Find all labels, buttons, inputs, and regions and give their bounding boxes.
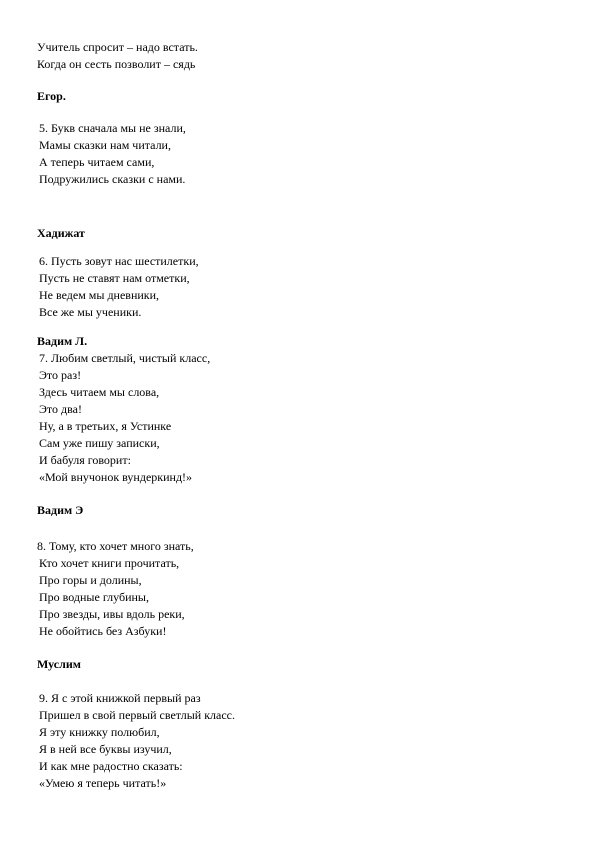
poem-line: Ну, а в третьих, я Устинке: [39, 419, 172, 433]
poem-line: Про водные глубины,: [39, 590, 149, 604]
poem-line: Мамы сказки нам читали,: [39, 138, 171, 152]
poem-line: «Мой внучонок вундеркинд!»: [39, 470, 193, 484]
speaker-name: Муслим: [37, 657, 81, 671]
poem-line: Подружились сказки с нами.: [39, 172, 186, 186]
intro-line-1: Учитель спросит – надо встать.: [37, 40, 198, 54]
poem-line: 6. Пусть зовут нас шестилетки,: [39, 254, 199, 268]
poem-line: Про горы и долины,: [39, 573, 142, 587]
speaker-name: Хадижат: [37, 226, 85, 240]
poem-line: 9. Я с этой книжкой первый раз: [39, 691, 201, 705]
speaker-name: Вадим Л.: [37, 334, 88, 348]
poem-line: «Умею я теперь читать!»: [39, 776, 167, 790]
poem-line: Кто хочет книги прочитать,: [39, 556, 180, 570]
poem-line: Это раз!: [39, 368, 82, 382]
speaker-name: Егор.: [37, 89, 66, 103]
poem-line: И бабуля говорит:: [39, 453, 131, 467]
poem-line: Я в ней все буквы изучил,: [39, 742, 172, 756]
poem-line: 8. Тому, кто хочет много знать,: [37, 539, 194, 553]
poem-line: Все же мы ученики.: [39, 305, 142, 319]
poem-line: Пусть не ставят нам отметки,: [39, 271, 190, 285]
poem-line: Не обойтись без Азбуки!: [39, 624, 167, 638]
poem-line: 7. Любим светлый, чистый класс,: [39, 351, 211, 365]
poem-line: А теперь читаем сами,: [39, 155, 155, 169]
poem-line: Про звезды, ивы вдоль реки,: [39, 607, 185, 621]
poem-line: Здесь читаем мы слова,: [39, 385, 160, 399]
poem-line: 5. Букв сначала мы не знали,: [39, 121, 186, 135]
poem-line: Сам уже пишу записки,: [39, 436, 160, 450]
poem-line: И как мне радостно сказать:: [39, 759, 183, 773]
poem-line: Я эту книжку полюбил,: [39, 725, 160, 739]
poem-line: Это два!: [39, 402, 82, 416]
speaker-name: Вадим Э: [37, 503, 84, 517]
poem-line: Не ведем мы дневники,: [39, 288, 160, 302]
intro-line-2: Когда он сесть позволит – сядь: [37, 57, 196, 71]
poem-line: Пришел в свой первый светлый класс.: [39, 708, 236, 722]
